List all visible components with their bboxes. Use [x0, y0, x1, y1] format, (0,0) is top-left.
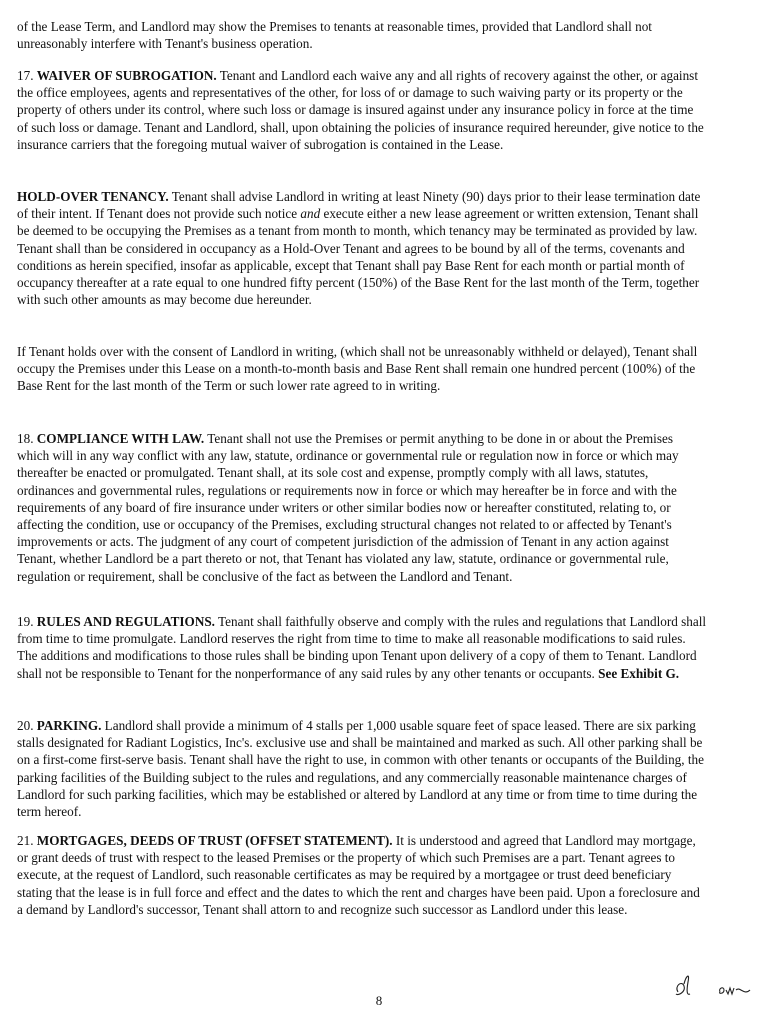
section-text: It is understood and agreed that Landlord may mortgage, or grant deeds of trust with respect to the leased Premises or the property of which such Premises are a part. Tenant agrees to execute, at the request of Landlord, such reasonable certificates as may be required by a mortgagee or trust deed beneficiary stating that the lease is in full force and effect and the dates to which the rent and charges have been paid. Upon a foreclosure and a demand by Landlord's successor, Tenant shall attorn to and recognize such successor as Landlord under this lease. — [17, 833, 700, 917]
section-heading: COMPLIANCE WITH LAW. — [36, 431, 205, 446]
intro-text: of the Lease Term, and Landlord may show the Premises to tenants at reasonable times, provided that Landlord shall not unreasonably interfere with Tenant's business operation. — [17, 19, 652, 52]
section-17 — [17, 67, 707, 153]
emphasis-and: and — [300, 206, 321, 222]
section-heading: MORTGAGES, DEEDS OF TRUST (OFFSET STATEMENT). — [36, 833, 393, 848]
section-text: Landlord shall provide a minimum of 4 stalls per 1,000 usable square feet of space leased. There are six parking stalls designated for Radiant Logistics, Inc's. exclusive use and shall be maintained and marked as such. All other parking shall be on a first-come first-serve basis. Tenant shall have the right to use, in common with other tenants or occupants of the Building, the parking facilities of the Building subject to the rules and regulations, and any commercially reasonable maintenance charges of Landlord for such parking facilities, which may be established or altered by Landlord at any time or from time to time during the term hereof. — [17, 718, 704, 820]
section-20 — [17, 717, 707, 820]
page-number: 8 — [375, 993, 383, 1008]
section-text: Tenant and Landlord each waive any and all rights of recovery against the other, or against the office employees, agents and representatives of the other, for loss of or damage to such waiving party or its property or the property of others under its control, where such loss or damage is insured against under any insurance policy in force at the time of such loss or damage. Tenant and Landlord, shall, upon obtaining the policies of insurance required hereunder, give notice to the insurance carriers that the foregoing mutual waiver of subrogation is contained in the Lease. — [17, 68, 704, 152]
section-text: Tenant shall not use the Premises or permit anything to be done in or about the Premises which will in any way conflict with any law, statute, ordinance or governmental rule or regulation now in force or which may thereafter be enacted or promulgated. Tenant shall, at its sole cost and expense, promptly comply with all laws, statutes, ordinances and governmental rules, regulations or requirements now in force or which may hereafter be in force and with the requirements of any board of fire insurance under writers or other similar bodies now or hereafter constituted, relating to, or affecting the condition, use or occupancy of the Premises, excluding structural changes not related to or affected by Tenant's improvements or acts. The judgment of any court of competent jurisdiction of the admission of Tenant in any action against Tenant, whether Landlord be a part thereto or not, that Tenant has violated any law, statute, ordinance or governmental rule, regulation or requirement, shall be conclusive of the fact as between the Landlord and Tenant. — [17, 431, 679, 584]
exhibit-reference: See Exhibit G. — [598, 665, 680, 681]
holdover-second-paragraph: If Tenant holds over with the consent of Landlord in writing, (which shall not be unreasonably withheld or delayed), Tenant shall occupy the Premises under this Lease on a month-to-month basis and Base Rent shall remain one hundred percent (100%) of the Base Rent for the last month of the Term or such lower rate agreed to in writing. — [17, 344, 698, 394]
section-holdover — [17, 188, 707, 308]
section-number: 17. — [17, 68, 34, 83]
section-number: 20. — [17, 718, 34, 733]
section-holdover-para2 — [17, 343, 707, 395]
section-21 — [17, 832, 707, 918]
section-heading: RULES AND REGULATIONS. — [36, 614, 215, 629]
handwritten-initials — [668, 966, 758, 1006]
section-text-a: Tenant shall advise Landlord in writing at least Ninety (90) days prior to their lease termination date of their intent. If Tenant does not provide such notice — [17, 189, 701, 222]
section-number: 21. — [17, 833, 34, 848]
section-number: 19. — [17, 614, 34, 629]
section-number: 18. — [17, 431, 34, 446]
section-text: Tenant shall faithfully observe and comply with the rules and regulations that Landlord shall from time to time promulgate. Landlord reserves the right from time to time to make all reasonable modifications to said rules. The additions and modifications to those rules shall be binding upon Tenant upon delivery of a copy of them to Tenant. Landlord shall not be responsible to Tenant for the nonperformance of any said rules by any other tenants or occupants. — [17, 614, 707, 681]
section-18 — [17, 430, 707, 585]
section-heading: PARKING. — [36, 718, 102, 733]
intro-paragraph — [17, 18, 707, 52]
section-heading: HOLD-OVER TENANCY. — [17, 189, 169, 204]
section-19 — [17, 613, 707, 682]
section-heading: WAIVER OF SUBROGATION. — [36, 68, 217, 83]
section-text-b: execute either a new lease agreement or written extension, Tenant shall be deemed to be occupying the Premises as a tenant from month to month, which tenancy may be terminated as provided by law. Tenant shall than be considered in occupancy as a Hold-Over Tenant and agrees to be bound by all of the terms, covenants and conditions as herein specified, insofar as applicable, except that Tenant shall pay Base Rent for each month or partial month of occupancy thereafter at a rate equal to one hundred fifty percent (150%) of the Base Rent for the last month of the Term, together with such other amounts as may become due hereunder. — [17, 206, 700, 308]
